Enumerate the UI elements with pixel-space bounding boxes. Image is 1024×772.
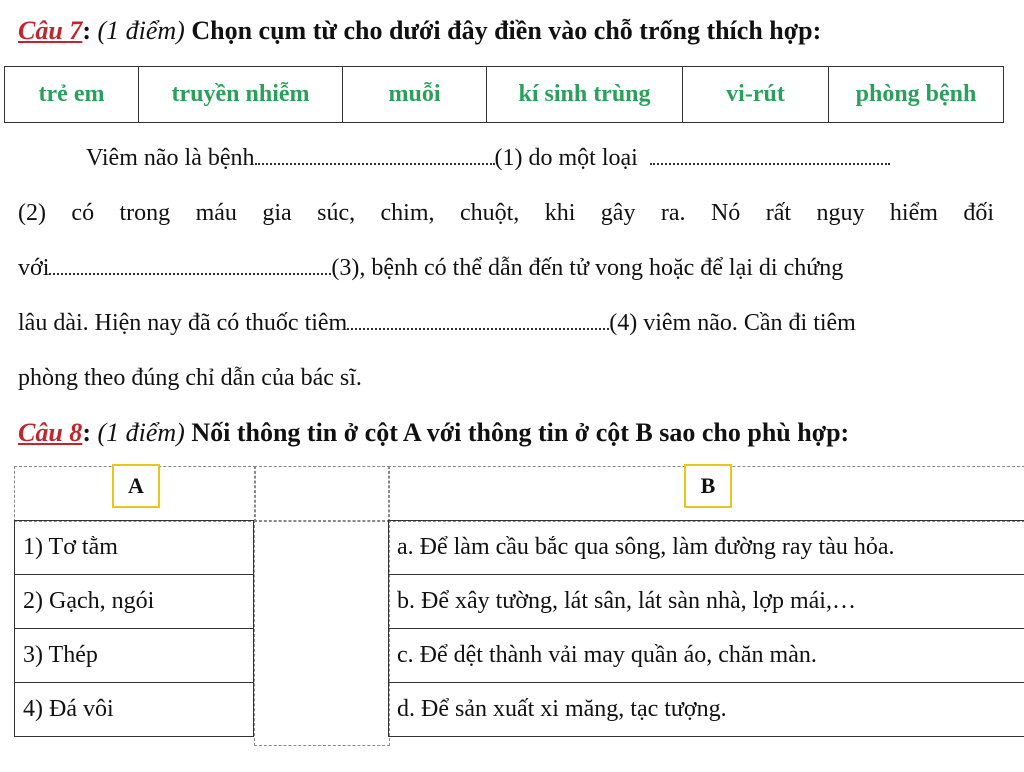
column-b-item: c. Để dệt thành vải may quần áo, chăn màn.	[389, 629, 1024, 683]
spacer-header-area	[254, 466, 390, 522]
question-8-title	[18, 418, 849, 448]
blank-4[interactable]	[347, 308, 609, 330]
word-bank-item: vi-rút	[683, 67, 829, 123]
passage-text: (4) viêm não. Cần đi tiêm	[609, 310, 856, 336]
passage-line-5: phòng theo đúng chỉ dẫn của bác sĩ.	[18, 365, 362, 391]
column-a-item: 2) Gạch, ngói	[15, 575, 254, 629]
question-8-label: Câu 8	[18, 418, 83, 447]
passage-text: với	[18, 255, 50, 281]
word-bank	[4, 66, 1004, 123]
passage-text: (1) do một loại	[494, 145, 638, 171]
column-a-item: 3) Thép	[15, 629, 254, 683]
passage-text: Viêm não là bệnh	[86, 145, 255, 171]
column-b-item: d. Để sản xuất xi măng, tạc tượng.	[389, 683, 1024, 737]
word-bank-item: kí sinh trùng	[487, 67, 683, 123]
column-a-table	[14, 520, 254, 737]
question-7-title	[18, 16, 821, 46]
question-7-instruction: Chọn cụm từ cho dưới đây điền vào chỗ trống thích hợp:	[184, 16, 822, 45]
question-8-colon: :	[82, 418, 98, 447]
column-a-item: 1) Tơ tằm	[15, 521, 254, 575]
column-b-header: B	[684, 464, 732, 508]
passage-line-3	[18, 253, 843, 283]
column-b-item: b. Để xây tường, lát sân, lát sàn nhà, lợp mái,…	[389, 575, 1024, 629]
column-b-item: a. Để làm cầu bắc qua sông, làm đường ray tàu hỏa.	[389, 521, 1024, 575]
question-7-label: Câu 7	[18, 16, 83, 45]
column-a-header: A	[112, 464, 160, 508]
column-a-item: 4) Đá vôi	[15, 683, 254, 737]
question-8-points: (1 điểm)	[97, 418, 185, 447]
blank-2[interactable]	[650, 143, 890, 165]
word-bank-item: muỗi	[343, 67, 487, 123]
word-bank-item: truyền nhiễm	[139, 67, 343, 123]
blank-3[interactable]	[49, 253, 331, 275]
question-7-points: (1 điểm)	[97, 16, 185, 45]
passage-line-4	[18, 308, 856, 338]
passage-text: (3), bệnh có thể dẫn đến tử vong hoặc để lại di chứng	[331, 255, 844, 281]
column-b-table	[388, 520, 1024, 737]
matching-spacer-column	[254, 520, 390, 746]
blank-1[interactable]	[255, 143, 495, 165]
question-7-colon: :	[82, 16, 98, 45]
word-bank-item: phòng bệnh	[829, 67, 1004, 123]
passage-text: lâu dài. Hiện nay đã có thuốc tiêm	[18, 310, 348, 336]
passage-line-2: (2) có trong máu gia súc, chim, chuột, khi gây ra. Nó rất nguy hiểm đối	[18, 200, 994, 226]
question-8-instruction: Nối thông tin ở cột A với thông tin ở cột B sao cho phù hợp:	[184, 418, 850, 447]
word-bank-item: trẻ em	[5, 67, 139, 123]
passage-line-1	[86, 143, 890, 173]
